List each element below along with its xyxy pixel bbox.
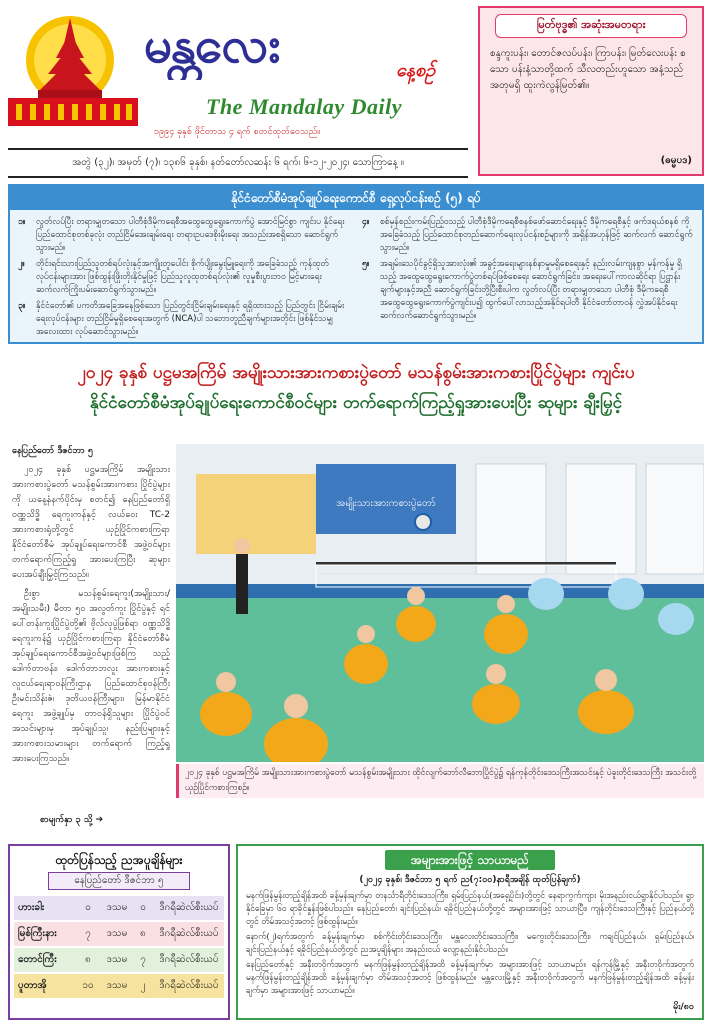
- state-task-item: [18, 258, 350, 297]
- state-task-item: [362, 258, 694, 323]
- night-temperature-box: [8, 844, 230, 1020]
- forecast-body: [238, 887, 702, 1001]
- temperature-row: [14, 948, 224, 972]
- city-name: တောင်ကြီး: [18, 954, 57, 965]
- temp-unit: ဒီဂရီဆဲလ်စီးယပ်: [159, 902, 219, 913]
- main-headline[interactable]: [8, 352, 704, 436]
- state-task-item: [18, 216, 350, 255]
- masthead-title: မန္တလေး: [144, 15, 280, 74]
- forecast-date: (၂၀၂၄ ခုနှစ်၊ ဒီဇင်ဘာ ၅ ရက် ည(၇:၀၀)နာရီအချိန် ထုတ်ပြန်ချက်): [359, 875, 581, 885]
- temp-fraction: ၀: [140, 902, 146, 913]
- temp-unit: ဒီဂရီဆဲလ်စီးယပ်: [159, 980, 219, 991]
- story-dateline: နေပြည်တော် ဒီဇင်ဘာ ၅: [12, 446, 93, 456]
- state-tasks-box: [8, 184, 704, 344]
- headline-line-1: ၂၀၂၄ ခုနှစ် ပဋ္ဌမအကြိမ် အမျိုးသားအားကစားပွဲတော် မသန်စွမ်းအားကစားပြိုင်ပွဲများ ကျင်းပ: [77, 363, 635, 383]
- state-tasks-column-right: [362, 216, 694, 342]
- weather-forecast-box: [236, 844, 704, 1020]
- temperature-row: [14, 896, 224, 920]
- temp-decimal-word: ဒသမ: [106, 928, 128, 939]
- temperature-title: ထုတ်ပြန်သည့် ညအပူချိန်များ: [55, 853, 183, 867]
- forecast-title: အများအားဖြင့် သာယာမည်: [385, 850, 555, 870]
- headline-line-2: နိုင်ငံတော်စီမံအုပ်ချုပ်ရေးကောင်စီဝင်များ တက်ရောက်ကြည့်ရှုအားပေးပြီး ဆုများ ချီးမြှင့်: [89, 393, 623, 413]
- temp-whole: ၇: [85, 928, 91, 939]
- forecast-paragraph: နောက်(၂)ရက်အတွက် ခန့်မှန်းချက်မှာ စစ်ကိုင်းတိုင်းဒေသကြီး၊ မန္တလေးတိုင်းဒေသကြီး၊ မကွေးတိုင်းဒေသကြီး၊ ကချင်ပြည်နယ်၊ ရှမ်းပြည်နယ်၊ ချင်းပြည်နယ်နှင့် ရခိုင်ပြည်နယ်တို့တွင် ညအပူချိန်များ အနည်းငယ် လျော့နည်းနိုင်ပါသည်။: [246, 931, 694, 954]
- story-body: [12, 444, 170, 834]
- forecast-paragraph: မနက်ဖြန်မွန်းတည့်ချိန်အထိ ခန့်မှန်းချက်မှာ တနင်္သာရီတိုင်းဒေသကြီး၊ ရှမ်းပြည်နယ်(အရှေ့ပိုင်း)တို့တွင် နေရာကွက်ကျား မိုးအနည်းငယ်ရွာနိုင်ပါသည်။ ရွာနိုင်ခြေမှာ ၆၀ ရာခိုင်နှုန်းဖြစ်ပါသည်။ နေပြည်တော်၊ ချင်းပြည်နယ်၊ ရခိုင်ပြည်နယ်တို့တွင် အများအားဖြင့် သာယာပြီး၊ ကျန်တိုင်းဒေသကြီးနှင့် ပြည်နယ်တို့တွင် တိမ်အသင့်အတင့် ဖြစ်ထွန်းမည်။: [246, 890, 694, 926]
- state-tasks-title: နိုင်ငံတော်စီမံအုပ်ချုပ်ရေးကောင်စီ ရှေ့လုပ်ငန်းစဉ် (၅) ရပ်: [10, 186, 702, 210]
- palace-logo: [8, 14, 138, 126]
- temp-unit: ဒီဂရီဆဲလ်စီးယပ်: [159, 928, 219, 939]
- state-task-item: [362, 216, 694, 255]
- temp-unit: ဒီဂရီဆဲလ်စီးယပ်: [159, 954, 219, 965]
- sitting-volleyball-photo: [176, 444, 704, 762]
- issue-info-bar: အတွဲ (၃၂)၊ အမှတ် (၇)၊ ၁၃၈၆ ခုနှစ်၊ နတ်တော်လဆန်း ၆ ရက်၊ ၆-၁၂-၂၀၂၄၊ သောကြာနေ့ ။: [8, 148, 468, 178]
- story-paragraph: ၂၀၂၄ ခုနှစ် ပဋ္ဌမအကြိမ် အမျိုးသား အားကစားပွဲတော် မသန်စွမ်းအားကစား ပြိုင်ပွဲများကို ယနေ့နံနက်ပိုင်းမှ စတင်၍ နေပြည်တော်ရှိ ဝဏ္ဏသိဒ္ဓိ ရေကူးကန်နှင့် လယ်ဝေး TC-2 အားကစားရုံတို့တွင် ယှဉ်ပြိုင်ကစားကြရာ နိုင်ငံတော်စီမံ အုပ်ချုပ်ရေးကောင်စီ အဖွဲ့ဝင်များ တက်ရောက်ကြည့်ရှု အားပေးကြပြီး ဆုများ ပေးအပ်ချီးမြှင့်ကြသည်။: [12, 465, 170, 580]
- continued-link[interactable]: စာမျက်နှာ ၃ သို့ ➔: [40, 815, 104, 825]
- temp-fraction: ၈: [140, 928, 146, 939]
- state-tasks-column-left: [18, 216, 350, 342]
- forecast-continued: မိုး/၈၀: [673, 1002, 694, 1012]
- task-text: စစ်မှန်စည်းကမ်းပြည့်ဝသည့် ပါတီစုံဒီမိုကရေစီစနစ်ဖော်ဆောင်ရေးနှင့် ဒီမိုကရေစီနှင့် ဖက်ဒရယ်စနစ် ကို အခြေခံသည့် ပြည်ထောင်စုတည်ဆောက်ရေးလုပ်ငန်းစဉ်များကို အရှိန်အဟုန်ဖြင့် ဆက်လက် ဆောင်ရွက်သွားမည်။: [380, 217, 693, 253]
- state-task-item: [18, 300, 350, 339]
- photo-illustration: [176, 444, 704, 762]
- quote-title: မြတ်ဗုဒ္ဓ၏ အဆုံးအမတရား: [495, 14, 687, 38]
- temp-whole: ၈: [85, 954, 91, 965]
- task-number: ၃။: [18, 301, 26, 311]
- task-number: ၄။: [362, 217, 370, 227]
- masthead-title-suffix: နေ့စဉ်: [396, 60, 436, 81]
- temp-fraction: ၂: [140, 980, 146, 991]
- task-text: တိုင်းရင်းသားပြည်သူတစ်ရပ်လုံးနှင့်အကျိုးတူပေါင်း စိုက်ပျိုးမွေးမြူရေးကို အခြေခံသည့် ကုန်ထုတ် လုပ်ငန်းများအား ဖြစ်ထွန်းဖြိုးတိုးနိုင်မှုဖြင့် ပြည်သူလူထုတစ်ရပ်လုံး၏ လူမှုစီးပွားဘဝ မြင့်မားရေး ဆက်လက်ကြိုးပမ်းဆောင်ရွက်သွားမည်။: [36, 259, 329, 295]
- temperature-location: နေပြည်တော် ဒီဇင်ဘာ ၅: [48, 872, 190, 890]
- temp-decimal-word: ဒသမ: [106, 954, 128, 965]
- masthead: [6, 4, 474, 154]
- quote-source: (ဓမ္မပဒ): [660, 155, 692, 166]
- temperature-row: [14, 922, 224, 946]
- temp-decimal-word: ဒသမ: [106, 980, 128, 991]
- city-name: ပူတာအို: [18, 980, 47, 991]
- quote-body: စန္ဒကူးပန်း၊ တောင်ဇလပ်ပန်း၊ ကြာပန်း၊ မြတ်လေးပန်း စသော ပန်းနံ့သာတို့ထက် သီလတည်းဟူသော အနံ့သည် အတုမရှိ ထူးကဲလွန်မြတ်၏။: [490, 48, 686, 91]
- temp-whole: ၀: [85, 902, 91, 913]
- task-number: ၂။: [18, 259, 25, 269]
- buddha-quote-box: [478, 6, 704, 176]
- task-text: အချမ်းသေပိုင်ခွင့်ရှိသူအားလုံး၏ အခွင့်အရေးများနစ်နာမှုမရှိစေရေးနှင့် နည်းလမ်းကျနစွာ မှန်ကန်မှု ရှိသည့် အထွေထွေရွေးကောက်ပွဲတစ်ရပ်ဖြစ်စေရေး ဆောင်ရွက်ခြင်း၊ အရေးပေါ်ကာလဆိုင်ရာ ပြဋ္ဌာန်းချက်များနှင့်အညီ ဆောင်ရွက်ခြင်းတို့ပြီးစီးပါက လွတ်လပ်ပြီး တရားမျှတသော ပါတီစုံ ဒီမိုကရေစီ အထွေထွေရွေးကောက်ပွဲကျင်းပ၍ ထွက်ပေါ်လာသည့်အနိုင်ရပါတီ နိုင်ငံတော်တာဝန် လွှဲအပ်နိုင်ရေး ဆက်လက်ဆောင်ရွက်သွားမည်။: [380, 259, 682, 321]
- task-number: ၅။: [362, 259, 370, 269]
- city-name: မြစ်ကြီးနား: [18, 928, 57, 939]
- task-text: နိုင်ငံတော်၏ ပကတိအခြေအနေဖြစ်သော ပြည်တွင်းငြိမ်းချမ်းရေးနှင့် ရရှိထားသည့် ပြည်တွင်း ငြိမ်းချမ်းရေးလုပ်ငန်းများ တည်ငြိမ်မှုရှိစေရေးအတွက် (NCA)ပါ သဘောတူညီချက်များအတိုင်း ဖြစ်နိုင်သမျှ အလေးထား လုပ်ဆောင်သွားမည်။: [36, 301, 345, 337]
- photo-caption: ၂၀၂၄ ခုနှစ် ပဋ္ဌမအကြိမ် အမျိုးသားအားကစားပွဲတော် မသန်စွမ်းအမျိုးသား ထိုင်လျက်ဘော်လီဘောပြိုင်ပွဲ၌ ရန်ကုန်တိုင်းဒေသကြီးအသင်းနှင့် ပဲခူးတိုင်းဒေသကြီး အသင်းတို့ ယှဉ်ပြိုင်ကစားကြစဉ်။: [176, 764, 704, 798]
- temperature-row: [14, 974, 224, 998]
- forecast-paragraph: နေပြည်တော်နှင့် အနီးတဝိုက်အတွက် မနက်ဖြန်မွန်းတည့်ချိန်အထိ ခန့်မှန်းချက်မှာ အများအားဖြင့် သာယာမည်။ ရန်ကုန်မြို့နှင့် အနီးတဝိုက်အတွက် မနက်ဖြန်မွန်းတည့်ချိန်အထိ ခန့်မှန်းချက်မှာ တိမ်အသင့်အတင့် ဖြစ်ထွန်းမည်။ မန္တလေးမြို့နှင့် အနီးတဝိုက်အတွက် မနက်ဖြန်မွန်းတည့်ချိန်အထိ ခန့်မှန်းချက်မှာ အများအားဖြင့် သာယာမည်။: [246, 959, 694, 995]
- story-paragraph: ဦးစွာ မသန်စွမ်းရေကူး(အမျိုးသား/ အမျိုးသမီး) မီတာ ၅၀ အလွတ်ကူး ပြိုင်ပွဲနှင့် ရင်ပေါ်တန်းကူးပြိုင်ပွဲတို့၏ ဗိုလ်လုပွဲဖြစ်ရာ ဝဏ္ဏသိဒ္ဓိရေကူးကန်၌ ယှဉ်ပြိုင်ကစားကြရာ နိုင်ငံတော်စီမံ အုပ်ချုပ်ရေးကောင်စီအဖွဲ့ဝင်များဖြစ်ကြ သည့် ဒေါက်တာဗန်း၊ ဒေါက်တာဘလူး အားကစားနှင့်လူငယ်ရေးရာဝန်ကြီးဌာန ပြည်ထောင်စုဝန်ကြီး ဦးမင်းသိန်းဇံ၊ ဒုတိယဝန်ကြီးများ၊ မြန်မာနိုင်ငံ ရေကူး အဖွဲ့ချုပ်မှ တာဝန်ရှိသူများ ပြိုင်ပွဲဝင် အသင်းများမှ အုပ်ချုပ်သူ၊ နည်းပြများနှင့် အားကစားသမားများ တက်ရောက် ကြည့်ရှုအားပေးကြသည်။: [12, 589, 170, 764]
- masthead-title-english: The Mandalay Daily: [206, 94, 402, 119]
- temp-whole: ၁၀: [82, 980, 94, 991]
- temp-decimal-word: ဒသမ: [106, 902, 128, 913]
- temp-fraction: ၇: [140, 954, 146, 965]
- founded-line: ၁၉၉၄ ခုနှစ် ဖိုင်တာသ ၄ ရက် စတင်ထုတ်ဝေသည်။: [154, 127, 321, 137]
- photo-banner-text: အမျိုးသားအားကစားပွဲတော်: [336, 498, 436, 509]
- task-number: ၁။: [18, 217, 26, 227]
- city-name: ဟားခါး: [18, 902, 45, 913]
- task-text: လွတ်လပ်ပြီး တရားမျှတသော ပါတီစုံဒီမိုကရေစီအထွေထွေရွေးကောက်ပွဲ အောင်မြင်စွာ ကျင်းပ နိုင်ရေး ပြည်ထောင်စုတစ်ခုလုံး တည်ငြိမ်အေးချမ်းရေး တရားဥပဒေစိုးမိုးရေး အသည်းအစရှိသော ဆောင်ရွက်သွားမည်။: [36, 217, 345, 253]
